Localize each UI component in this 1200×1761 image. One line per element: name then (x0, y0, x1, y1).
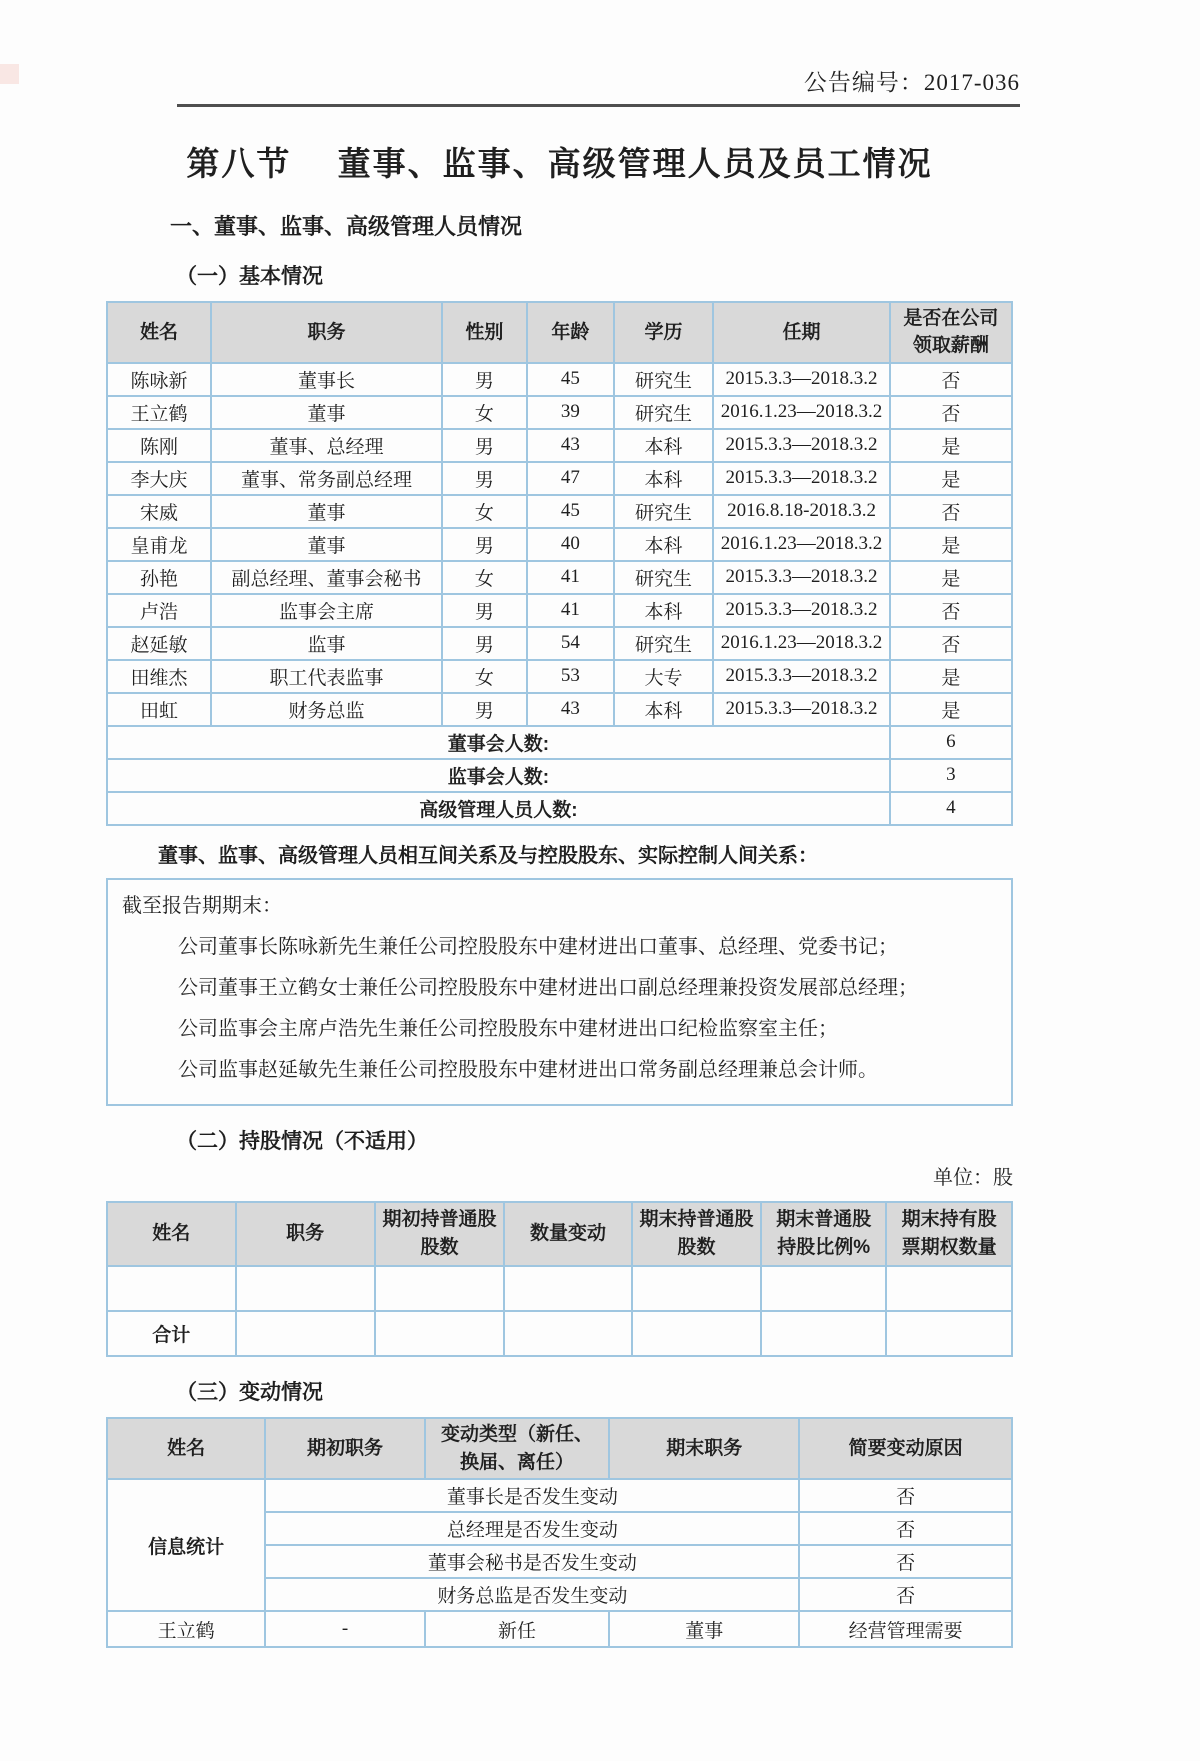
table-cell: 43 (527, 429, 614, 462)
table-cell: 2015.3.3—2018.3.2 (713, 462, 889, 495)
column-header: 期初职务 (265, 1418, 424, 1479)
relations-intro: 截至报告期期末： (122, 894, 282, 917)
table-cell: 研究生 (614, 363, 714, 396)
column-header: 期末持普通股股数 (632, 1202, 761, 1266)
doc-header (177, 64, 1020, 107)
stat-question: 董事会秘书是否发生变动 (265, 1545, 799, 1578)
column-header: 期末持有股票期权数量 (886, 1202, 1012, 1266)
column-header: 年龄 (527, 302, 614, 363)
column-header: 是否在公司领取薪酬 (890, 302, 1012, 363)
table-cell: 2016.1.23—2018.3.2 (713, 528, 889, 561)
table-cell: 2015.3.3—2018.3.2 (713, 594, 889, 627)
table-row (107, 1311, 1012, 1356)
table-cell (632, 1266, 761, 1311)
table-cell: 皇甫龙 (107, 528, 211, 561)
subsection-heading-changes: （三）变动情况 (176, 1380, 323, 1404)
summary-value: 6 (890, 726, 1012, 759)
table-cell: 陈咏新 (107, 363, 211, 396)
table-cell: 卢浩 (107, 594, 211, 627)
table-cell: 否 (890, 495, 1012, 528)
table-cell: 研究生 (614, 396, 714, 429)
table-cell: 是 (890, 429, 1012, 462)
table-cell: 女 (442, 495, 527, 528)
table-row (107, 594, 1012, 627)
table-cell: 2015.3.3—2018.3.2 (713, 693, 889, 726)
summary-row (107, 759, 1012, 792)
table-cell: 董事 (211, 396, 442, 429)
table-cell: 新任 (425, 1611, 610, 1647)
column-header: 姓名 (107, 1418, 265, 1479)
table-cell: 45 (527, 363, 614, 396)
page-title: 第八节 董事、监事、高级管理人员及员工情况 (186, 145, 933, 182)
table-row (107, 462, 1012, 495)
table-cell: 女 (442, 561, 527, 594)
table-cell: 40 (527, 528, 614, 561)
stat-answer: 否 (799, 1578, 1012, 1611)
table-cell: 大专 (614, 660, 714, 693)
table-row (107, 495, 1012, 528)
table-cell: 39 (527, 396, 614, 429)
table-cell (886, 1311, 1012, 1356)
document-page (0, 64, 1200, 1761)
table-cell: 男 (442, 363, 527, 396)
table-cell (107, 1266, 236, 1311)
table-cell: 54 (527, 627, 614, 660)
table-row (107, 528, 1012, 561)
changes-table-body (107, 1611, 1012, 1647)
holding-table (106, 1201, 1013, 1357)
table-row (107, 660, 1012, 693)
table-row (107, 396, 1012, 429)
table-cell: 否 (890, 363, 1012, 396)
unit-label: 单位：股 (933, 1166, 1013, 1189)
table-cell: 是 (890, 693, 1012, 726)
subsection-heading-holding: （二）持股情况（不适用） (176, 1129, 428, 1153)
table-cell: 合计 (107, 1311, 236, 1356)
table-cell: 田虹 (107, 693, 211, 726)
column-header: 职务 (211, 302, 442, 363)
table-cell: 董事 (211, 495, 442, 528)
basic-table-header-row (107, 302, 1012, 363)
column-header: 变动类型（新任、换届、离任） (425, 1418, 610, 1479)
table-cell: 本科 (614, 594, 714, 627)
changes-stats-body (107, 1479, 1012, 1611)
table-cell (375, 1311, 504, 1356)
stat-answer: 否 (799, 1512, 1012, 1545)
column-header: 职务 (236, 1202, 375, 1266)
relations-paragraph: 公司董事王立鹤女士兼任公司控股股东中建材进出口副总经理兼投资发展部总经理； (178, 976, 918, 999)
column-header: 期初持普通股股数 (375, 1202, 504, 1266)
table-cell (375, 1266, 504, 1311)
column-header: 任期 (713, 302, 889, 363)
relations-paragraph: 公司董事长陈咏新先生兼任公司控股股东中建材进出口董事、总经理、党委书记； (178, 935, 898, 958)
summary-label: 高级管理人员人数: (107, 792, 890, 825)
table-cell (632, 1311, 761, 1356)
relations-paragraph: 公司监事赵延敏先生兼任公司控股股东中建材进出口常务副总经理兼总会计师。 (178, 1058, 878, 1081)
table-cell (504, 1311, 632, 1356)
summary-label: 董事会人数: (107, 726, 890, 759)
table-cell: 研究生 (614, 561, 714, 594)
column-header: 简要变动原因 (799, 1418, 1012, 1479)
table-cell: 是 (890, 528, 1012, 561)
scan-artifact-mark (0, 64, 19, 84)
holding-table-header-row (107, 1202, 1012, 1266)
table-cell: 本科 (614, 429, 714, 462)
changes-table-header-row (107, 1418, 1012, 1479)
table-cell (886, 1266, 1012, 1311)
table-cell: 是 (890, 462, 1012, 495)
basic-table-body (107, 363, 1012, 726)
table-cell: 47 (527, 462, 614, 495)
table-row (107, 627, 1012, 660)
table-cell: 是 (890, 660, 1012, 693)
table-cell: 2016.1.23—2018.3.2 (713, 396, 889, 429)
table-cell: 经营管理需要 (799, 1611, 1012, 1647)
table-cell: 45 (527, 495, 614, 528)
table-cell: 2016.8.18-2018.3.2 (713, 495, 889, 528)
table-row (107, 1266, 1012, 1311)
stat-question: 董事长是否发生变动 (265, 1479, 799, 1512)
table-cell: 监事会主席 (211, 594, 442, 627)
table-cell: 董事、常务副总经理 (211, 462, 442, 495)
table-cell: 2015.3.3—2018.3.2 (713, 363, 889, 396)
table-cell: 是 (890, 561, 1012, 594)
table-cell: 男 (442, 462, 527, 495)
basic-info-table (106, 301, 1013, 826)
table-cell: 2015.3.3—2018.3.2 (713, 429, 889, 462)
table-cell (761, 1311, 886, 1356)
section-heading-management: 一、董事、监事、高级管理人员情况 (170, 213, 523, 239)
table-cell: - (265, 1611, 424, 1647)
summary-row (107, 726, 1012, 759)
table-cell: 男 (442, 429, 527, 462)
table-cell: 2015.3.3—2018.3.2 (713, 561, 889, 594)
notice-number: 公告编号：2017-036 (803, 70, 1020, 95)
column-header: 数量变动 (504, 1202, 632, 1266)
table-cell: 否 (890, 594, 1012, 627)
table-cell (236, 1311, 375, 1356)
table-cell: 男 (442, 528, 527, 561)
table-cell: 本科 (614, 693, 714, 726)
table-cell: 田维杰 (107, 660, 211, 693)
subsection-heading-basic: （一）基本情况 (176, 264, 323, 288)
stat-question: 总经理是否发生变动 (265, 1512, 799, 1545)
table-row (107, 561, 1012, 594)
basic-table-summary (107, 726, 1012, 825)
table-cell: 41 (527, 594, 614, 627)
table-cell: 女 (442, 396, 527, 429)
table-cell: 财务总监 (211, 693, 442, 726)
table-cell: 2016.1.23—2018.3.2 (713, 627, 889, 660)
table-cell: 41 (527, 561, 614, 594)
holding-table-body (107, 1266, 1012, 1356)
table-cell: 否 (890, 396, 1012, 429)
column-header: 期末普通股持股比例% (761, 1202, 886, 1266)
table-row (107, 363, 1012, 396)
summary-label: 监事会人数: (107, 759, 890, 792)
table-cell: 职工代表监事 (211, 660, 442, 693)
table-cell: 董事 (211, 528, 442, 561)
table-cell: 否 (890, 627, 1012, 660)
table-cell (236, 1266, 375, 1311)
table-row (107, 429, 1012, 462)
table-cell: 女 (442, 660, 527, 693)
table-cell: 男 (442, 693, 527, 726)
table-cell: 本科 (614, 462, 714, 495)
changes-table (106, 1417, 1013, 1648)
table-cell: 王立鹤 (107, 1611, 265, 1647)
table-cell (761, 1266, 886, 1311)
table-cell: 研究生 (614, 627, 714, 660)
table-cell: 本科 (614, 528, 714, 561)
relations-heading: 董事、监事、高级管理人员相互间关系及与控股股东、实际控制人间关系： (158, 844, 818, 867)
table-cell: 董事 (609, 1611, 799, 1647)
table-cell: 陈刚 (107, 429, 211, 462)
table-cell (504, 1266, 632, 1311)
summary-value: 4 (890, 792, 1012, 825)
column-header: 期末职务 (609, 1418, 799, 1479)
table-cell: 赵延敏 (107, 627, 211, 660)
table-row (107, 1611, 1012, 1647)
stats-label: 信息统计 (107, 1479, 265, 1611)
table-cell: 宋威 (107, 495, 211, 528)
table-cell: 男 (442, 627, 527, 660)
table-cell: 2015.3.3—2018.3.2 (713, 660, 889, 693)
column-header: 性别 (442, 302, 527, 363)
table-cell: 董事、总经理 (211, 429, 442, 462)
stat-answer: 否 (799, 1479, 1012, 1512)
table-cell: 研究生 (614, 495, 714, 528)
summary-value: 3 (890, 759, 1012, 792)
table-cell: 男 (442, 594, 527, 627)
column-header: 姓名 (107, 302, 211, 363)
column-header: 学历 (614, 302, 714, 363)
stat-row (107, 1479, 1012, 1512)
table-cell: 董事长 (211, 363, 442, 396)
summary-row (107, 792, 1012, 825)
table-cell: 孙艳 (107, 561, 211, 594)
table-row (107, 693, 1012, 726)
table-cell: 43 (527, 693, 614, 726)
table-cell: 53 (527, 660, 614, 693)
stat-question: 财务总监是否发生变动 (265, 1578, 799, 1611)
relations-paragraph: 公司监事会主席卢浩先生兼任公司控股股东中建材进出口纪检监察室主任； (178, 1017, 838, 1040)
relations-box (106, 878, 1013, 1106)
table-cell: 监事 (211, 627, 442, 660)
table-cell: 李大庆 (107, 462, 211, 495)
column-header: 姓名 (107, 1202, 236, 1266)
stat-answer: 否 (799, 1545, 1012, 1578)
table-cell: 王立鹤 (107, 396, 211, 429)
table-cell: 副总经理、董事会秘书 (211, 561, 442, 594)
